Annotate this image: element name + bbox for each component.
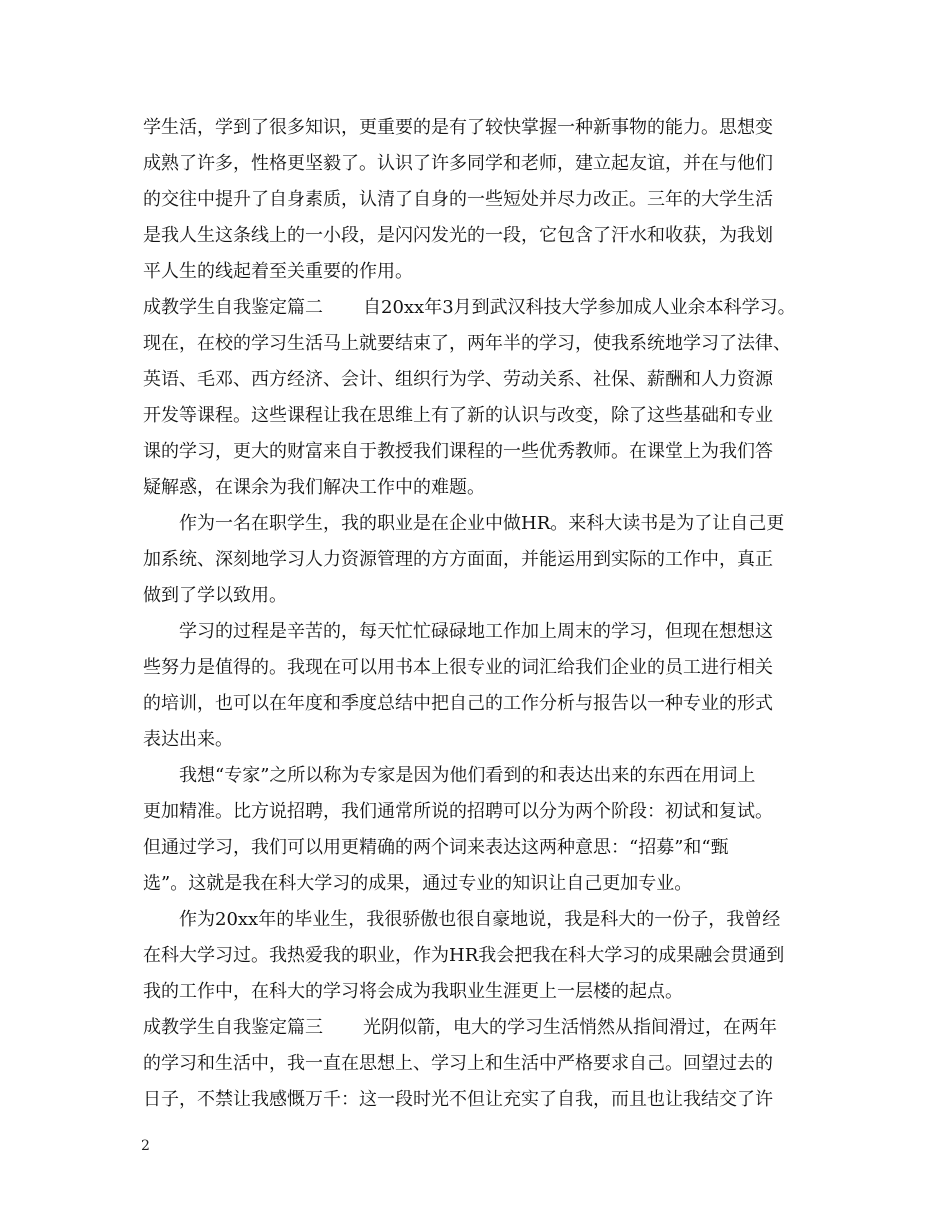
text-line: 学生活，学到了很多知识，更重要的是有了较快掌握一种新事物的能力。思想变 [143, 117, 773, 138]
text-line: 开发等课程。这些课程让我在思维上有了新的认识与改变，除了这些基础和专业 [143, 405, 773, 426]
paragraph-start-line: 学习的过程是辛苦的，每天忙忙碌碌地工作加上周末的学习，但现在想想这 [179, 621, 773, 642]
text-line: 英语、毛邓、西方经济、会计、组织行为学、劳动关系、社保、薪酬和人力资源 [143, 369, 773, 390]
text-line: 在科大学习过。我热爱我的职业，作为HR我会把我在科大学习的成果融会贯通到 [143, 945, 785, 966]
text-line: 表达出来。 [143, 729, 233, 750]
text-line: 自20xx年3月到武汉科技大学参加成人业余本科学习。 [363, 297, 796, 318]
section-heading: 成教学生自我鉴定篇二 [143, 297, 323, 318]
text-line: 的学习和生活中，我一直在思想上、学习上和生活中严格要求自己。回望过去的 [143, 1053, 773, 1074]
page-number: 2 [141, 1138, 150, 1154]
text-line: 是我人生这条线上的一小段，是闪闪发光的一段，它包含了汗水和收获，为我划 [143, 225, 773, 246]
text-line: 日子，不禁让我感慨万千：这一段时光不但让充实了自我，而且也让我结交了许 [143, 1089, 773, 1110]
document-body [143, 110, 815, 1118]
text-line: 选”。这就是我在科大学习的成果，通过专业的知识让自己更加专业。 [143, 873, 693, 894]
text-line: 但通过学习，我们可以用更精确的两个词来表达这两种意思：“招募”和“甄 [143, 837, 729, 858]
text-line: 加系统、深刻地学习人力资源管理的方方面面，并能运用到实际的工作中，真正 [143, 549, 773, 570]
text-line: 课的学习，更大的财富来自于教授我们课程的一些优秀教师。在课堂上为我们答 [143, 441, 773, 462]
text-line: 我的工作中，在科大的学习将会成为我职业生涯更上一层楼的起点。 [143, 981, 683, 1002]
text-line: 光阴似箭，电大的学习生活悄然从指间滑过，在两年 [363, 1017, 777, 1038]
text-line: 的培训，也可以在年度和季度总结中把自己的工作分析与报告以一种专业的形式 [143, 693, 773, 714]
text-line: 的交往中提升了自身素质，认清了自身的一些短处并尽力改正。三年的大学生活 [143, 189, 773, 210]
text-line: 现在，在校的学习生活马上就要结束了，两年半的学习，使我系统地学习了法律、 [143, 333, 791, 354]
text-line: 平人生的线起着至关重要的作用。 [143, 261, 413, 282]
section-heading-line [143, 1010, 815, 1046]
paragraph-start-line: 我想“专家”之所以称为专家是因为他们看到的和表达出来的东西在用词上 [179, 765, 756, 786]
paragraph-start-line: 作为20xx年的毕业生，我很骄傲也很自豪地说，我是科大的一份子，我曾经 [179, 909, 781, 930]
text-line: 成熟了许多，性格更坚毅了。认识了许多同学和老师，建立起友谊，并在与他们 [143, 153, 773, 174]
text-line: 疑解惑，在课余为我们解决工作中的难题。 [143, 477, 485, 498]
text-line: 些努力是值得的。我现在可以用书本上很专业的词汇给我们企业的员工进行相关 [143, 657, 773, 678]
section-heading: 成教学生自我鉴定篇三 [143, 1017, 323, 1038]
text-line: 做到了学以致用。 [143, 585, 287, 606]
paragraph-start-line: 作为一名在职学生，我的职业是在企业中做HR。来科大读书是为了让自己更 [179, 513, 785, 534]
section-heading-line [143, 290, 815, 326]
text-line: 更加精准。比方说招聘，我们通常所说的招聘可以分为两个阶段：初试和复试。 [143, 801, 773, 822]
